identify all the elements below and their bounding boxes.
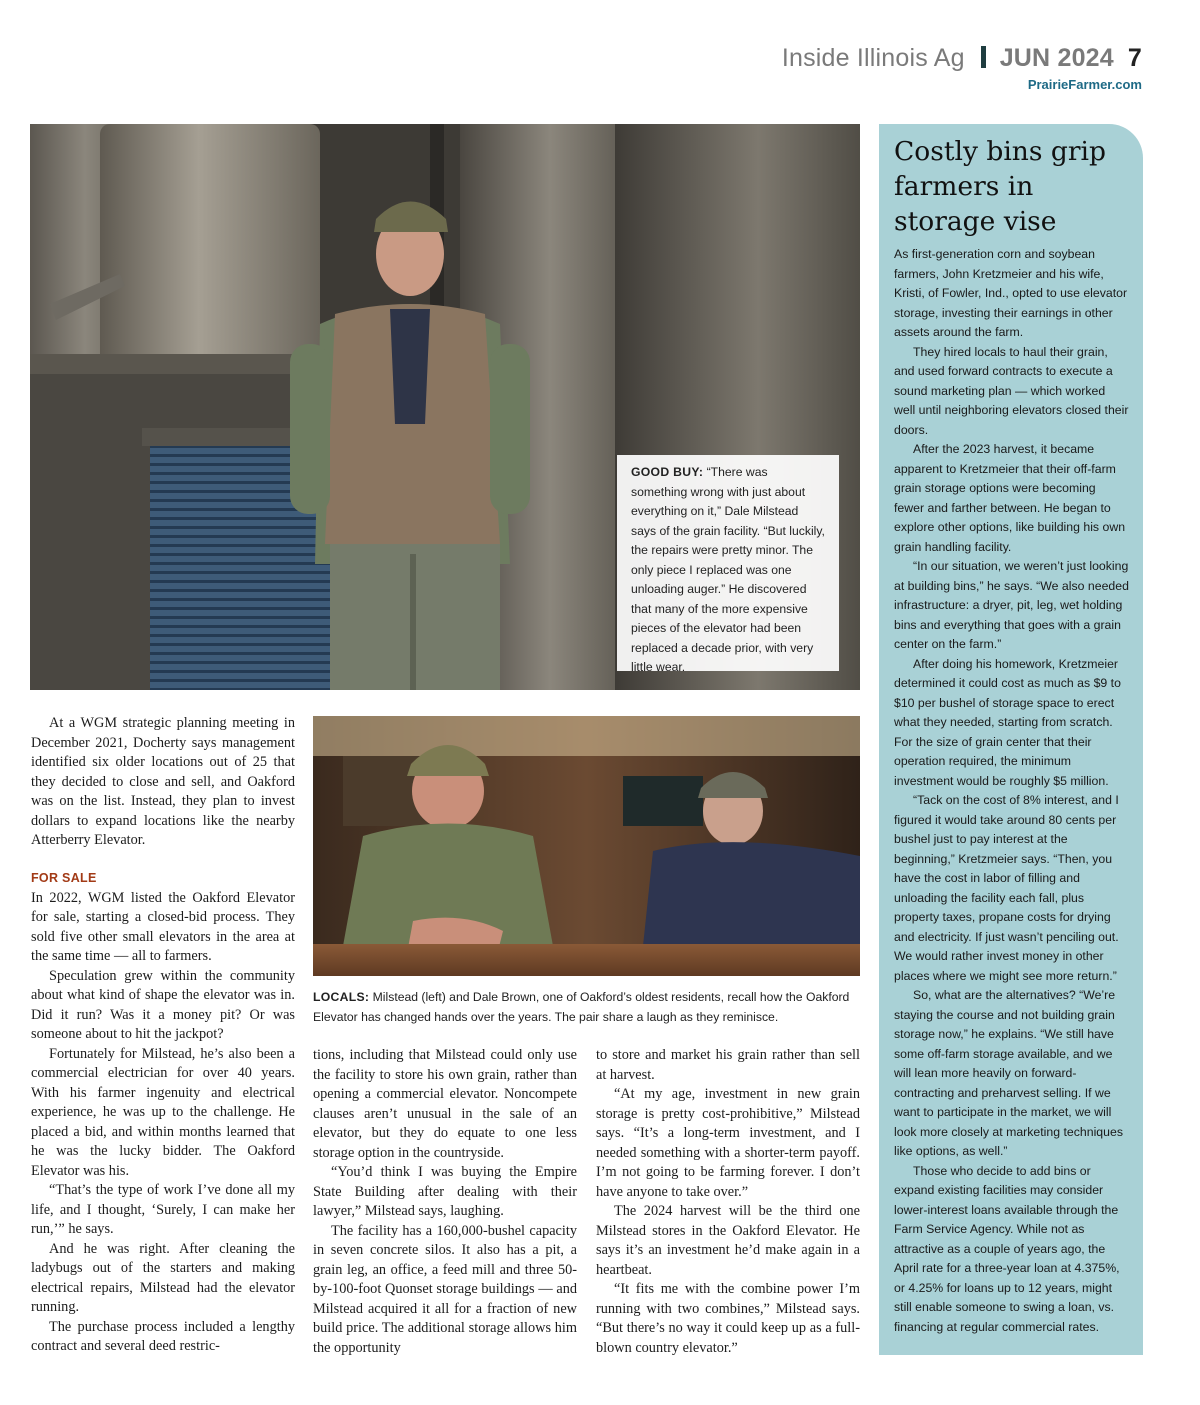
paragraph: “That’s the type of work I’ve done all my life, and I thought, ‘Surely, I can make her run,’” he says. [31,1182,295,1237]
paragraph: In 2022, WGM listed the Oakford Elevator for sale, starting a closed-bid process. They sold five other small elevators in the area at the same time — all to farmers. [31,889,295,964]
paragraph: The 2024 harvest will be the third one Milstead stores in the Oakford Elevator. He says it’s an investment he’d make again in a heartbeat. [596,1203,860,1278]
sidebar-box [879,124,1143,1355]
article-column-3 [596,1046,860,1358]
sidebar-paragraph: As first-generation corn and soybean farmers, John Kretzmeier and his wife, Kristi, of Fowler, Ind., opted to use elevator storage, investing their earnings in other assets around the farm. [894,247,1128,339]
paragraph: tions, including that Milstead could only use the facility to store his own grain, rather than opening a commercial elevator. Noncompete clauses aren’t unusual in the sale of an elevator, but they do equate to one less storage option in the countryside. [313,1047,577,1161]
paragraph: “It fits me with the combine power I’m running with two combines,” Milstead says. “But there’s no way it could keep up as a full-blown country elevator.” [596,1281,860,1356]
sidebar-body [894,245,1129,1337]
photo-locals-image [313,716,860,976]
paragraph: The facility has a 160,000-bushel capacity in seven concrete silos. It also has a pit, a grain leg, an office, a feed mill and three 50-by-100-foot Quonset storage buildings — and Milstead acquired it all for a fraction of new build price. The additional storage allows him the opportunity [313,1222,577,1356]
site-url: PrairieFarmer.com [1027,77,1142,92]
photo-locals [313,716,860,976]
paragraph: Fortunately for Milstead, he’s also been a commercial electrician for over 40 years. With his farmer ingenuity and electrical experience, he was up to the challenge. He placed a bid, and within months learned that he was the lucky bidder. The Oakford Elevator was his. [31,1045,295,1179]
sidebar-paragraph: “In our situation, we weren’t just looking at building bins,” he says. “We also needed infrastructure: a dryer, pit, leg, wet holding bins and everything that goes with a grain center on the farm.” [894,559,1129,651]
sidebar-paragraph: “Tack on the cost of 8% interest, and I figured it would take around 80 cents per bushel just to pay interest at the beginning,” Kretzmeier says. “Then, you have the cost in labor of filling and unloading the facility each fall, plus property taxes, propane costs for drying and electricity. If just wasn’t penciling out. We would rather invest money in other places where we might see more return.” [894,793,1119,983]
caption-label: LOCALS: [313,990,370,1004]
caption-label: GOOD BUY: [631,465,704,479]
photo-locals-caption [313,988,860,1027]
photo-main-caption [617,455,839,674]
header-divider [981,46,986,68]
paragraph: to store and market his grain rather than sell at harvest. [596,1047,860,1083]
paragraph: And he was right. After cleaning the ladybugs out of the starters and making electrical repairs, Milstead had the elevator running. [31,1240,295,1315]
caption-text: “There was something wrong with just about everything on it,” Dale Milstead says of the grain facility. “But luckily, the repairs were pretty minor. The only piece I replaced was one unloading auger.” He discovered that many of the more expensive pieces of the elevator had been replaced a decade prior, with very little wear. [631,465,825,674]
paragraph: Speculation grew within the community about what kind of shape the elevator was in. Did it run? Was it a money pit? Or was someone about to hit the jackpot? [31,967,295,1042]
page-number: 7 [1127,44,1142,72]
paragraph: The purchase process included a lengthy contract and several deed restric- [31,1318,295,1354]
issue-date: JUN 2024 [999,44,1114,72]
paragraph: “At my age, investment in new grain storage is pretty cost-prohibitive,” Milstead says. “It’s a long-term investment, and I needed something with a shorter-term payoff. I’m not going to be farming forever. I don’t have anyone to take over.” [596,1086,860,1200]
header-line [782,44,1142,73]
sidebar-paragraph: After the 2023 harvest, it became apparent to Kretzmeier that their off-farm grain storage options were becoming fewer and farther between. He began to explore other options, like building his own grain handling facility. [894,442,1126,554]
sidebar-paragraph: They hired locals to haul their grain, and used forward contracts to execute a sound marketing plan — which worked well until neighboring elevators closed their doors. [894,344,1129,437]
sidebar-paragraph: So, what are the alternatives? “We’re staying the course and not building grain storage now,” he explains. “We still have some off-farm storage available, and we will lean more heavily on forward-contracting and preharvest selling. If we want to participate in the market, we will look more closely at marketing techniques like options, as well.” [894,988,1123,1158]
sidebar-paragraph: After doing his homework, Kretzmeier determined it could cost as much as $9 to $10 per bushel of storage space to erect what they needed, starting from scratch. For the size of grain center that their operation required, the minimum investment would be roughly $5 million. [894,656,1121,788]
article-column-1-bottom [31,869,295,1357]
paragraph: At a WGM strategic planning meeting in December 2021, Docherty says management identified six older locations out of 25 that they decided to close and sell, and Oakford was on the list. Instead, they plan to invest dollars to expand locations like the nearby Atterberry Elevator. [31,715,295,848]
section-name: Inside Illinois Ag [781,44,965,72]
paragraph: “You’d think I was buying the Empire State Building after dealing with their lawyer,” Milstead says, laughing. [313,1164,577,1219]
subhead: FOR SALE [31,871,97,885]
caption-text: Milstead (left) and Dale Brown, one of Oakford’s oldest residents, recall how the Oakford Elevator has changed hands over the years. The pair share a laugh as they reminisce. [313,990,850,1024]
sidebar-paragraph: Those who decide to add bins or expand existing facilities may consider lower-interest loans available through the Farm Service Agency. While not as attractive as a couple of years ago, the April rate for a three-year loan at 4.375%, or 4.25% for loans up to 12 years, might still enable someone to swing a loan, vs. financing at regular commercial rates. [894,1163,1120,1334]
sidebar-title: Costly bins grip farmers in storage vise [894,136,1106,237]
page-header [782,44,1142,92]
article-column-2 [313,1046,577,1358]
article-column-1-top [31,714,295,851]
